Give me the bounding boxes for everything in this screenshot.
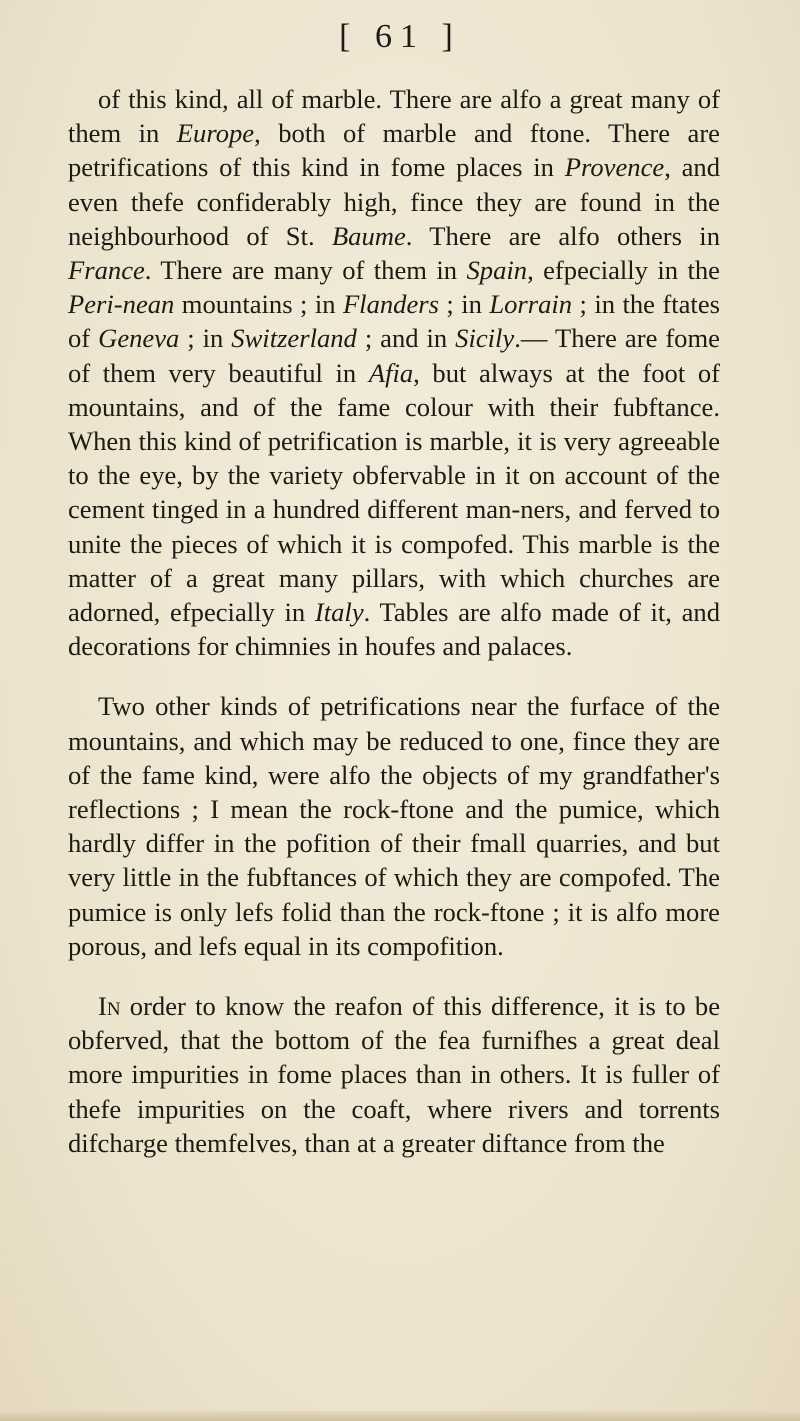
smallcap-word: In (98, 991, 121, 1022)
italic-term: Switzerland (231, 323, 357, 354)
text-run: . Tables are alfo made of it, and decorations for chimnies in houfes and palaces. (68, 597, 721, 662)
italic-term: France (68, 255, 145, 286)
paragraph-2 (68, 689, 720, 963)
text-run: . There are many of them in (144, 255, 467, 286)
italic-term: Spain (466, 255, 528, 286)
text-run: Two other kinds of petrifications near the furface of the mountains, and which may be reduced to one, fince they are of the fame kind, were alfo the objects of my grandfather's reflections ; I mean the rock-ftone and the pumice, which hardly differ in the pofition of their fmall quarries, and but very little in the fubftances of which they are compofed. The pumice is only lefs folid than the rock-ftone ; it is alfo more porous, and lefs equal in its compofition. (68, 691, 720, 961)
italic-term: Flanders (342, 289, 439, 320)
text-run: of this kind, all of marble. There are alfo a great many of them in (68, 84, 720, 149)
italic-term: Baume (331, 220, 406, 251)
italic-term: Geneva (98, 323, 180, 354)
text-run: . There are alfo others in (405, 220, 720, 251)
italic-term: Italy (314, 597, 364, 628)
text-run: , both of marble and ftone. There are petrifications of this kind in fome places in (68, 118, 720, 183)
body-text (68, 82, 720, 1160)
page-number-header: [ 61 ] (339, 18, 461, 55)
text-run: ; in (179, 323, 232, 354)
italic-term: Afia (368, 357, 414, 388)
text-run: , efpecially in the (527, 255, 720, 286)
italic-term: Provence (564, 152, 665, 183)
italic-term: Lorrain (489, 289, 573, 320)
text-run: , and even thefe confiderably high, fince they are found in the neighbourhood of St. (68, 152, 720, 251)
italic-term: Peri-nean (68, 289, 175, 320)
text-run: ; and in (356, 323, 456, 354)
page-edge (0, 1411, 800, 1421)
text-run: , but always at the foot of mountains, and of the fame colour with their fubftance. When this kind of petrification is marble, it is very agreeable to the eye, by the variety obfervable in it on account of the cement tinged in a hundred different man-ners, and ferved to unite the pieces of which it is compofed. This marble is the matter of a great many pillars, with which churches are adorned, efpecially in (68, 357, 720, 628)
italic-term: Sicily (455, 323, 515, 354)
text-run: ; in the ftates of (68, 289, 720, 354)
text-run: order to know the reafon of this difference, it is to be obferved, that the bottom of the fea furnifhes a great deal more impurities in fome places than in others. It is fuller of thefe impurities on the coaft, where rivers and torrents difcharge themfelves, than at a greater diftance from the (68, 991, 720, 1158)
text-run: .— There are fome of them very beautiful in (68, 323, 720, 388)
italic-term: Europe (176, 118, 255, 149)
paragraph-1 (68, 82, 720, 663)
text-run: mountains ; in (174, 289, 343, 320)
paragraph-3 (68, 989, 720, 1160)
text-run: ; in (438, 289, 490, 320)
